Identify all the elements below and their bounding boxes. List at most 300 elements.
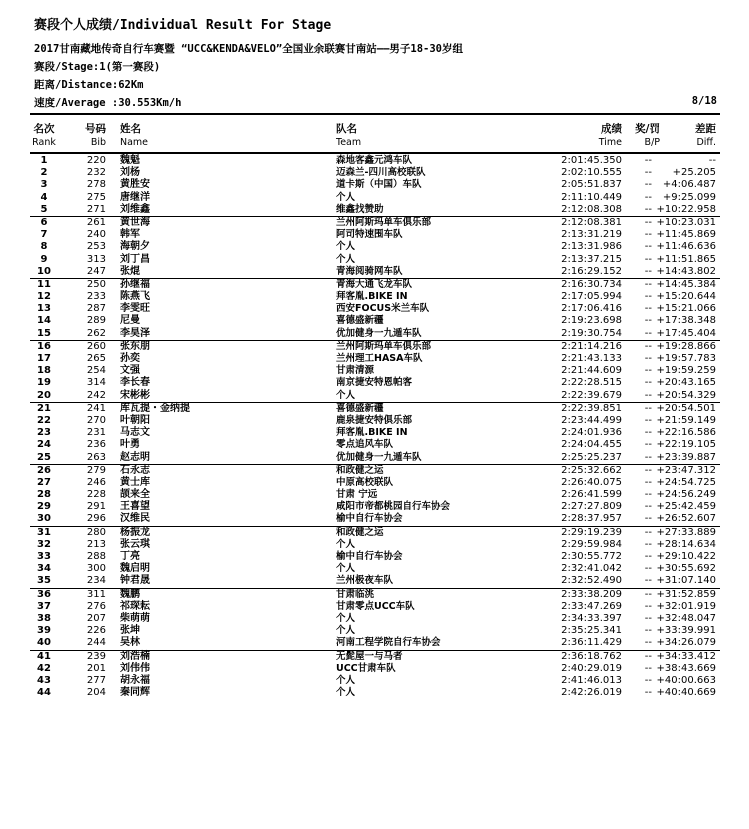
rider-name-cell: 文强 (120, 365, 140, 377)
rank-cell: 21 (37, 402, 51, 414)
header-bp (620, 122, 660, 150)
bib-cell: 231 (86, 427, 106, 439)
rider-name-cell: 胡永福 (120, 674, 150, 686)
top-rule (30, 113, 720, 115)
bonus-penalty-cell: -- (644, 327, 652, 339)
time-cell: 2:22:28.515 (561, 377, 622, 389)
rank-cell: 18 (37, 365, 51, 377)
table-row (30, 427, 720, 439)
team-cell: 西安FOCUS米兰车队 (336, 303, 430, 315)
bib-cell: 260 (86, 340, 106, 352)
bib-cell: 263 (86, 451, 106, 463)
time-cell: 2:12:08.308 (561, 203, 622, 215)
rank-cell: 4 (40, 191, 48, 203)
table-row (30, 551, 720, 563)
bib-cell: 234 (86, 575, 106, 587)
diff-cell: +15:20.644 (656, 291, 716, 303)
bib-cell: 270 (86, 414, 106, 426)
table-row (30, 266, 720, 278)
diff-cell: +25:42.459 (656, 501, 716, 513)
rank-cell: 15 (37, 327, 51, 339)
team-cell: 和政健之运 (336, 464, 384, 476)
rider-name-cell: 赵志明 (120, 451, 150, 463)
rider-name-cell: 孙继福 (120, 278, 150, 290)
diff-cell: +22:16.586 (656, 427, 716, 439)
table-row (30, 675, 720, 687)
header-diff-en: Diff. (696, 137, 716, 148)
bonus-penalty-cell: -- (644, 674, 652, 686)
rider-name-cell: 汉维民 (120, 513, 150, 525)
diff-cell: +9:25.099 (662, 191, 716, 203)
time-cell: 2:19:23.698 (561, 315, 622, 327)
time-cell: 2:16:30.734 (561, 278, 622, 290)
rider-name-cell: 宋彬彬 (120, 389, 150, 401)
rank-cell: 23 (37, 427, 51, 439)
rider-name-cell: 王喜望 (120, 501, 150, 513)
table-row (30, 241, 720, 253)
rider-name-cell: 黄士库 (120, 476, 150, 488)
rank-cell: 16 (37, 340, 51, 352)
team-cell: 甘肃 宁远 (336, 489, 378, 501)
bib-cell: 226 (86, 625, 106, 637)
rank-cell: 1 (40, 155, 48, 166)
header-bp-en: B/P (644, 137, 660, 148)
time-cell: 2:16:29.152 (561, 265, 622, 277)
bib-cell: 220 (86, 155, 106, 166)
rank-cell: 10 (37, 265, 51, 277)
bib-cell: 277 (86, 674, 106, 686)
team-cell: 和政健之运 (336, 526, 384, 538)
time-cell: 2:17:05.994 (561, 291, 622, 303)
diff-cell: +34:26.079 (656, 637, 716, 649)
bonus-penalty-cell: -- (644, 687, 652, 699)
table-row (30, 663, 720, 675)
rank-cell: 22 (37, 414, 51, 426)
bonus-penalty-cell: -- (644, 155, 652, 166)
bonus-penalty-cell: -- (644, 464, 652, 476)
diff-cell: +30:55.692 (656, 563, 716, 575)
diff-cell: +33:39.991 (656, 625, 716, 637)
table-row (30, 489, 720, 501)
team-cell: 个人 (336, 674, 356, 686)
table-row (30, 402, 720, 415)
bib-cell: 232 (86, 167, 106, 179)
bib-cell: 271 (86, 203, 106, 215)
bonus-penalty-cell: -- (644, 291, 652, 303)
time-cell: 2:11:10.449 (561, 191, 622, 203)
bib-cell: 241 (86, 402, 106, 414)
bonus-penalty-cell: -- (644, 513, 652, 525)
bonus-penalty-cell: -- (644, 625, 652, 637)
rider-name-cell: 刘丁昌 (120, 253, 150, 265)
header-team-en: Team (336, 137, 362, 148)
time-cell: 2:23:44.499 (561, 414, 622, 426)
rank-cell: 25 (37, 451, 51, 463)
bonus-penalty-cell: -- (644, 414, 652, 426)
bonus-penalty-cell: -- (644, 612, 652, 624)
diff-cell: +20:54.501 (656, 402, 716, 414)
header-name-cn: 姓名 (120, 123, 141, 135)
rank-cell: 35 (37, 575, 51, 587)
table-row (30, 377, 720, 389)
table-row (30, 291, 720, 303)
team-cell: 榆中自行车协会 (336, 551, 403, 562)
bonus-penalty-cell: -- (644, 253, 652, 265)
diff-cell: +20:54.329 (656, 389, 716, 401)
rider-name-cell: 孙奕 (120, 353, 140, 364)
bib-cell: 246 (86, 476, 106, 488)
time-cell: 2:22:39.851 (561, 402, 622, 414)
rank-cell: 43 (37, 674, 51, 686)
team-cell: 无髭屋一与马者 (336, 650, 403, 662)
header-rank-cn: 名次 (33, 123, 55, 135)
diff-cell: +32:01.919 (656, 600, 716, 612)
time-cell: 2:34:33.397 (561, 612, 622, 624)
table-row (30, 415, 720, 427)
team-cell: 森地客鑫元鸿车队 (336, 155, 413, 166)
bonus-penalty-cell: -- (644, 650, 652, 662)
rank-cell: 39 (37, 625, 51, 637)
rank-cell: 12 (37, 291, 51, 303)
bonus-penalty-cell: -- (644, 402, 652, 414)
time-cell: 2:42:26.019 (561, 687, 622, 699)
time-cell: 2:32:52.490 (561, 575, 622, 587)
rider-name-cell: 唐继洋 (120, 191, 150, 203)
bonus-penalty-cell: -- (644, 167, 652, 179)
table-row (30, 650, 720, 663)
time-cell: 2:29:19.239 (561, 526, 622, 538)
time-cell: 2:05:51.837 (561, 179, 622, 191)
table-row (30, 254, 720, 266)
team-cell: 个人 (336, 241, 356, 253)
diff-cell: +23:47.312 (656, 464, 716, 476)
rider-name-cell: 石永志 (120, 464, 150, 476)
diff-cell: +19:57.783 (656, 353, 716, 364)
rank-cell: 36 (37, 588, 51, 600)
bonus-penalty-cell: -- (644, 427, 652, 439)
rider-name-cell: 张东朋 (120, 340, 150, 352)
table-row (30, 501, 720, 513)
rider-name-cell: 叶勇 (120, 439, 140, 451)
bonus-penalty-cell: -- (644, 389, 652, 401)
diff-cell: +14:45.384 (656, 278, 716, 290)
rank-cell: 26 (37, 464, 51, 476)
time-cell: 2:01:45.350 (561, 155, 622, 166)
results-table (30, 155, 720, 699)
table-row (30, 687, 720, 699)
header-name (120, 122, 148, 150)
rider-name-cell: 陈燕飞 (120, 291, 150, 303)
diff-cell: +11:45.869 (656, 229, 716, 241)
bonus-penalty-cell: -- (644, 241, 652, 253)
bib-cell: 213 (86, 538, 106, 550)
rider-name-cell: 李长春 (120, 377, 150, 389)
table-row (30, 278, 720, 291)
table-row (30, 613, 720, 625)
team-cell: 甘肃临洮 (336, 588, 375, 600)
bib-cell: 261 (86, 216, 106, 228)
rider-name-cell: 柴萌萌 (120, 612, 150, 624)
table-row (30, 452, 720, 464)
bonus-penalty-cell: -- (644, 588, 652, 600)
rank-cell: 38 (37, 612, 51, 624)
diff-cell: +32:48.047 (656, 612, 716, 624)
team-cell: 兰州阿斯玛单车俱乐部 (336, 216, 432, 228)
header-team (336, 122, 361, 150)
rank-cell: 37 (37, 600, 51, 612)
diff-cell: +28:14.634 (656, 538, 716, 550)
event-name: 2017甘南藏地传奇自行车赛暨 “UCC&KENDA&VELO”全国业余联赛甘南站——男子18-30岁组 (34, 43, 464, 55)
diff-cell: +10:23.031 (656, 216, 716, 228)
rank-cell: 3 (40, 179, 48, 191)
rank-cell: 19 (37, 377, 51, 389)
rank-cell: 29 (37, 501, 51, 513)
team-cell: 个人 (336, 687, 356, 699)
team-cell: 道卡斯（中国）车队 (336, 179, 422, 191)
rank-cell: 40 (37, 637, 51, 649)
time-cell: 2:24:01.936 (561, 427, 622, 439)
diff-cell: +10:22.958 (656, 203, 716, 215)
table-row (30, 539, 720, 551)
bib-cell: 287 (86, 303, 106, 315)
page-number: 8/18 (691, 95, 717, 107)
rank-cell: 42 (37, 662, 51, 674)
rider-name-cell: 李雯旺 (120, 303, 150, 315)
rank-cell: 24 (37, 439, 51, 451)
rider-name-cell: 叶朝阳 (120, 414, 150, 426)
rider-name-cell: 刘浩楠 (120, 650, 150, 662)
rider-name-cell: 祁琛耘 (120, 600, 150, 612)
table-row (30, 390, 720, 402)
rider-name-cell: 库瓦提・金纳提 (120, 402, 190, 414)
bib-cell: 240 (86, 229, 106, 241)
bib-cell: 289 (86, 315, 106, 327)
time-cell: 2:35:25.341 (561, 625, 622, 637)
table-row (30, 315, 720, 327)
rank-cell: 14 (37, 315, 51, 327)
diff-cell: +26:52.607 (656, 513, 716, 525)
team-cell: 个人 (336, 625, 356, 637)
rider-name-cell: 韩军 (120, 229, 140, 241)
bonus-penalty-cell: -- (644, 439, 652, 451)
rank-cell: 9 (40, 253, 48, 265)
team-cell: 南京捷安特恩帕客 (336, 377, 413, 389)
rank-cell: 30 (37, 513, 51, 525)
team-cell: 个人 (336, 612, 356, 624)
rider-name-cell: 颉来全 (120, 489, 150, 501)
rank-cell: 41 (37, 650, 51, 662)
bonus-penalty-cell: -- (644, 476, 652, 488)
rider-name-cell: 张焜 (120, 265, 140, 277)
header-diff (666, 122, 716, 150)
diff-cell: +17:45.404 (656, 327, 716, 339)
rider-name-cell: 魏鹏 (120, 588, 140, 600)
table-row (30, 303, 720, 315)
header-bp-cn: 奖/罚 (635, 123, 660, 135)
diff-cell: +38:43.669 (656, 662, 716, 674)
rider-name-cell: 黄胜安 (120, 179, 150, 191)
team-cell: 迈森兰-四川高校联队 (336, 167, 426, 179)
time-cell: 2:29:59.984 (561, 538, 622, 550)
time-cell: 2:22:39.679 (561, 389, 622, 401)
time-cell: 2:25:25.237 (561, 451, 622, 463)
table-row (30, 601, 720, 613)
time-cell: 2:26:41.599 (561, 489, 622, 501)
bonus-penalty-cell: -- (644, 278, 652, 290)
time-cell: 2:12:08.381 (561, 216, 622, 228)
rank-cell: 28 (37, 489, 51, 501)
time-cell: 2:27:27.809 (561, 501, 622, 513)
team-cell: 个人 (336, 538, 356, 550)
team-cell: 拜客胤.BIKE IN (336, 427, 408, 439)
bib-cell: 236 (86, 439, 106, 451)
bib-cell: 288 (86, 551, 106, 562)
diff-cell: +11:51.865 (656, 253, 716, 265)
bonus-penalty-cell: -- (644, 637, 652, 649)
bib-cell: 233 (86, 291, 106, 303)
rider-name-cell: 魏启明 (120, 563, 150, 575)
team-cell: 个人 (336, 191, 356, 203)
rank-cell: 2 (40, 167, 48, 179)
bib-cell: 207 (86, 612, 106, 624)
table-row (30, 204, 720, 216)
team-cell: 零点追风车队 (336, 439, 394, 451)
time-cell: 2:21:44.609 (561, 365, 622, 377)
time-cell: 2:33:47.269 (561, 600, 622, 612)
team-cell: 中原高校联队 (336, 476, 394, 488)
team-cell: UCC甘肃车队 (336, 662, 396, 674)
rider-name-cell: 刘伟伟 (120, 662, 150, 674)
team-cell: 拜客胤.BIKE IN (336, 291, 408, 303)
time-cell: 2:41:46.013 (561, 674, 622, 686)
rider-name-cell: 魏魁 (120, 155, 140, 166)
team-cell: 兰州阿斯玛单车俱乐部 (336, 340, 432, 352)
rider-name-cell: 秦同辉 (120, 687, 150, 699)
bonus-penalty-cell: -- (644, 179, 652, 191)
table-row (30, 637, 720, 649)
team-cell: 青海阅骑网车队 (336, 265, 403, 277)
stage-info: 赛段/Stage:1(第一赛段) (34, 61, 161, 73)
team-cell: 个人 (336, 253, 356, 265)
table-row (30, 353, 720, 365)
time-cell: 2:13:37.215 (561, 253, 622, 265)
bonus-penalty-cell: -- (644, 551, 652, 562)
bonus-penalty-cell: -- (644, 563, 652, 575)
team-cell: 优加健身一九遁车队 (336, 327, 422, 339)
bib-cell: 280 (86, 526, 106, 538)
rider-name-cell: 刘杨 (120, 167, 140, 179)
rider-name-cell: 张云琪 (120, 538, 150, 550)
bonus-penalty-cell: -- (644, 303, 652, 315)
rider-name-cell: 李昊泽 (120, 327, 150, 339)
bonus-penalty-cell: -- (644, 315, 652, 327)
diff-cell: +22:19.105 (656, 439, 716, 451)
bonus-penalty-cell: -- (644, 203, 652, 215)
diff-cell: +24:54.725 (656, 476, 716, 488)
team-cell: 兰州极夜车队 (336, 575, 394, 587)
team-cell: 甘肃零点UCC车队 (336, 600, 415, 612)
diff-cell: +14:43.802 (656, 265, 716, 277)
bib-cell: 291 (86, 501, 106, 513)
table-row (30, 563, 720, 575)
diff-cell: +21:59.149 (656, 414, 716, 426)
time-cell: 2:19:30.754 (561, 327, 622, 339)
header-diff-cn: 差距 (695, 123, 716, 135)
bib-cell: 276 (86, 600, 106, 612)
bib-cell: 296 (86, 513, 106, 525)
time-cell: 2:30:55.772 (561, 551, 622, 562)
time-cell: 2:33:38.209 (561, 588, 622, 600)
diff-cell: +19:59.259 (656, 365, 716, 377)
diff-cell: +29:10.422 (656, 551, 716, 562)
rank-cell: 34 (37, 563, 51, 575)
team-cell: 个人 (336, 389, 356, 401)
bib-cell: 279 (86, 464, 106, 476)
report-title: 赛段个人成绩/Individual Result For Stage (34, 18, 332, 33)
bonus-penalty-cell: -- (644, 265, 652, 277)
time-cell: 2:13:31.986 (561, 241, 622, 253)
header-bib-en: Bib (90, 137, 106, 148)
bib-cell: 253 (86, 241, 106, 253)
table-row (30, 625, 720, 637)
team-cell: 河南工程学院自行车协会 (336, 637, 441, 649)
bib-cell: 201 (86, 662, 106, 674)
rider-name-cell: 钟君晟 (120, 575, 150, 587)
time-cell: 2:36:18.762 (561, 650, 622, 662)
time-cell: 2:26:40.075 (561, 476, 622, 488)
bonus-penalty-cell: -- (644, 377, 652, 389)
distance-info: 距离/Distance:62Km (34, 79, 144, 91)
rider-name-cell: 杨振龙 (120, 526, 150, 538)
bib-cell: 311 (86, 588, 106, 600)
table-row (30, 229, 720, 241)
team-cell: 喜德盛新疆 (336, 402, 384, 414)
time-cell: 2:24:04.455 (561, 439, 622, 451)
diff-cell: +25.205 (672, 167, 716, 179)
rider-name-cell: 丁亮 (120, 551, 140, 562)
diff-cell: +20:43.165 (656, 377, 716, 389)
header-team-cn: 队名 (336, 123, 357, 135)
time-cell: 2:28:37.957 (561, 513, 622, 525)
bonus-penalty-cell: -- (644, 575, 652, 587)
bonus-penalty-cell: -- (644, 229, 652, 241)
bib-cell: 254 (86, 365, 106, 377)
time-cell: 2:13:31.219 (561, 229, 622, 241)
bib-cell: 278 (86, 179, 106, 191)
time-cell: 2:36:11.429 (561, 637, 622, 649)
bib-cell: 228 (86, 489, 106, 501)
rank-cell: 31 (37, 526, 51, 538)
rider-name-cell: 海朝夕 (120, 241, 150, 253)
diff-cell: +11:46.636 (656, 241, 716, 253)
time-cell: 2:25:32.662 (561, 464, 622, 476)
table-row (30, 192, 720, 204)
bonus-penalty-cell: -- (644, 216, 652, 228)
table-row (30, 464, 720, 477)
diff-cell: +31:07.140 (656, 575, 716, 587)
team-cell: 青海大通飞龙车队 (336, 278, 413, 290)
rank-cell: 5 (40, 203, 48, 215)
time-cell: 2:02:10.555 (561, 167, 622, 179)
diff-cell: +31:52.859 (656, 588, 716, 600)
bib-cell: 300 (86, 563, 106, 575)
bib-cell: 250 (86, 278, 106, 290)
rank-cell: 27 (37, 476, 51, 488)
time-cell: 2:21:43.133 (561, 353, 622, 364)
bib-cell: 242 (86, 389, 106, 401)
diff-cell: +40:40.669 (656, 687, 716, 699)
time-cell: 2:40:29.019 (561, 662, 622, 674)
